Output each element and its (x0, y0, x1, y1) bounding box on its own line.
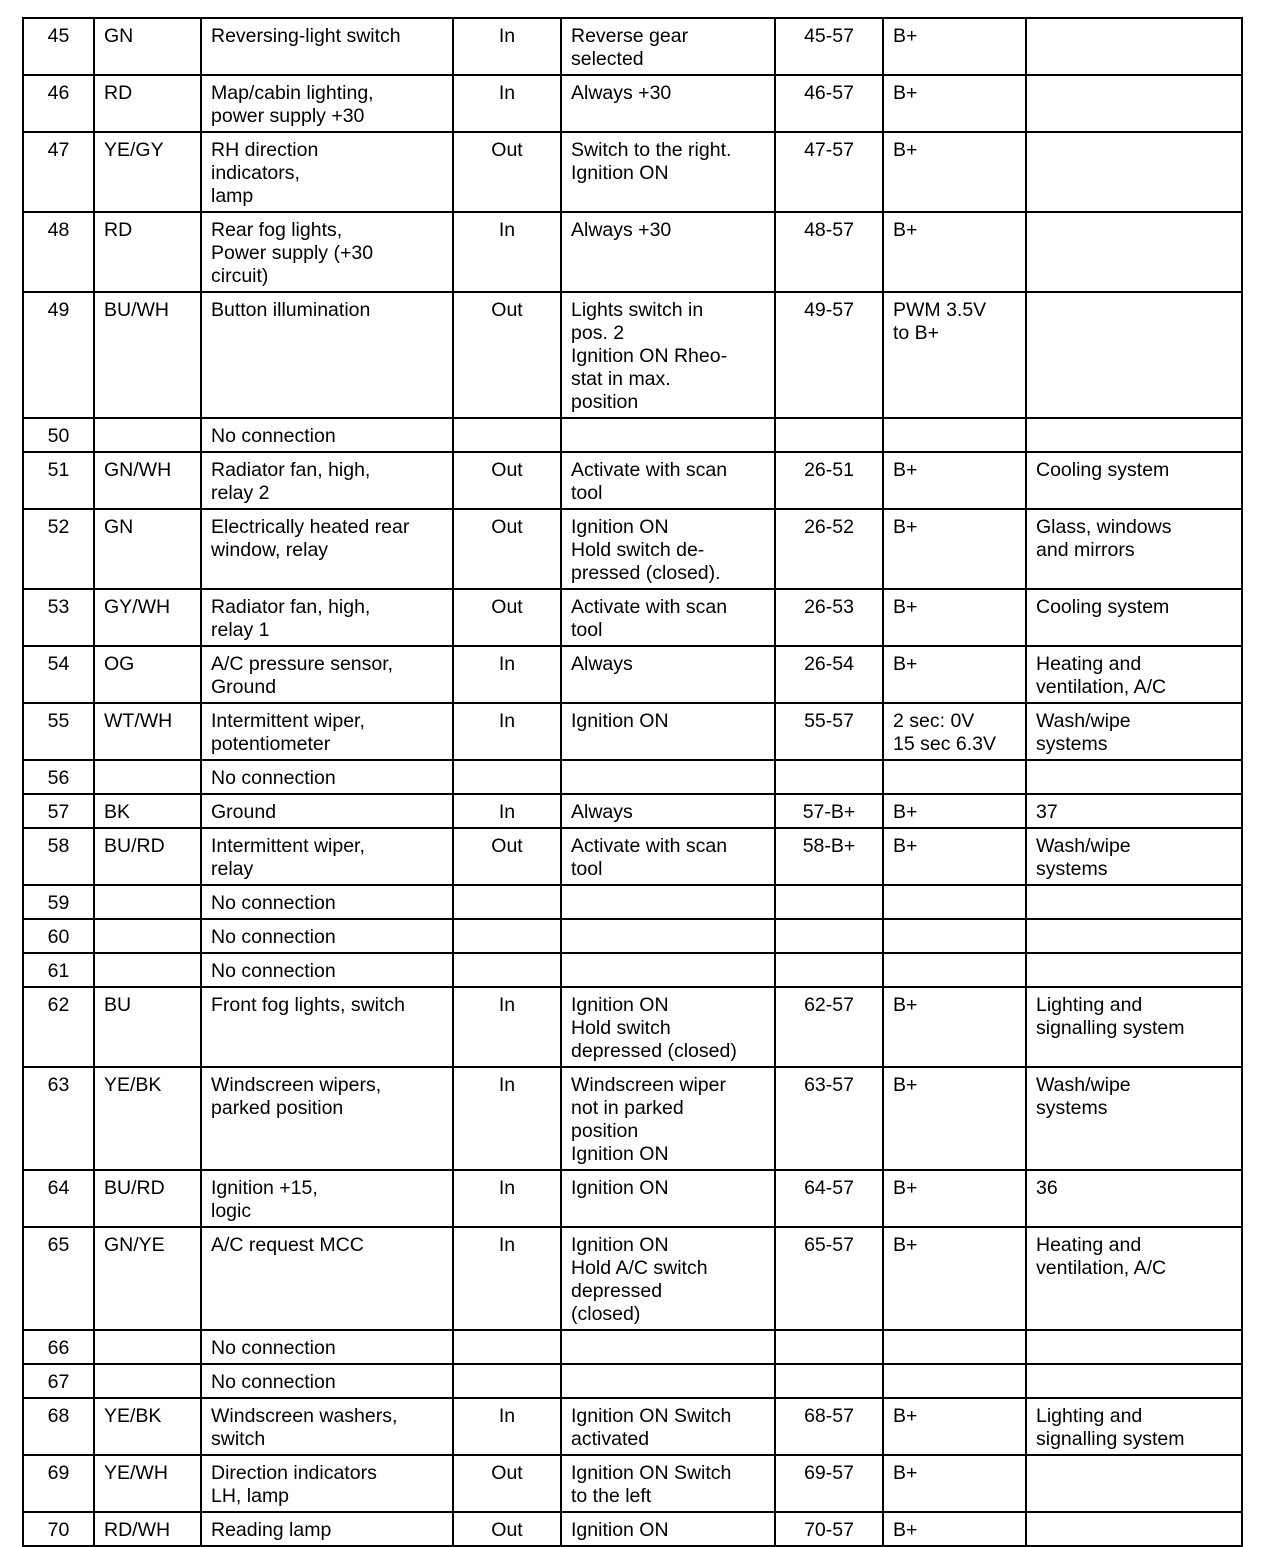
nominal-value (883, 953, 1026, 987)
reference-section (1026, 953, 1242, 987)
measure-between-pins (775, 953, 883, 987)
pin-function: Reversing-light switch (201, 18, 453, 75)
pin-number: 61 (23, 953, 94, 987)
measure-between-pins: 26-51 (775, 452, 883, 509)
signal-direction: Out (453, 828, 561, 885)
table-row (23, 760, 1242, 794)
measure-between-pins: 26-53 (775, 589, 883, 646)
pin-number: 68 (23, 1398, 94, 1455)
table-row (23, 794, 1242, 828)
pin-function: RH direction indicators, lamp (201, 132, 453, 212)
reference-section: Lighting and signalling system (1026, 1398, 1242, 1455)
measure-between-pins (775, 885, 883, 919)
wire-color: YE/WH (94, 1455, 201, 1512)
nominal-value: B+ (883, 1067, 1026, 1170)
nominal-value: B+ (883, 452, 1026, 509)
measure-between-pins: 48-57 (775, 212, 883, 292)
measure-between-pins: 65-57 (775, 1227, 883, 1330)
pin-number: 66 (23, 1330, 94, 1364)
reference-section (1026, 919, 1242, 953)
pin-function: Intermittent wiper, relay (201, 828, 453, 885)
pin-number: 51 (23, 452, 94, 509)
wire-color: BU (94, 987, 201, 1067)
test-condition: Ignition ON (561, 703, 775, 760)
pin-number: 62 (23, 987, 94, 1067)
test-condition: Ignition ON Hold switch de- pressed (closed). (561, 509, 775, 589)
test-condition: Reverse gear selected (561, 18, 775, 75)
signal-direction (453, 760, 561, 794)
table-row (23, 18, 1242, 75)
table-row (23, 212, 1242, 292)
test-condition: Always +30 (561, 212, 775, 292)
signal-direction: Out (453, 1455, 561, 1512)
pin-number: 52 (23, 509, 94, 589)
wire-color: BU/RD (94, 828, 201, 885)
wire-color: OG (94, 646, 201, 703)
signal-direction (453, 885, 561, 919)
signal-direction: Out (453, 292, 561, 418)
nominal-value: B+ (883, 1455, 1026, 1512)
wire-color: GN (94, 18, 201, 75)
signal-direction (453, 1364, 561, 1398)
measure-between-pins: 64-57 (775, 1170, 883, 1227)
table-row (23, 703, 1242, 760)
nominal-value: B+ (883, 1170, 1026, 1227)
pin-number: 64 (23, 1170, 94, 1227)
test-condition (561, 1364, 775, 1398)
reference-section (1026, 1364, 1242, 1398)
wire-color (94, 1364, 201, 1398)
nominal-value: B+ (883, 1227, 1026, 1330)
nominal-value: B+ (883, 132, 1026, 212)
table-row (23, 1455, 1242, 1512)
nominal-value: B+ (883, 828, 1026, 885)
pin-function: No connection (201, 1364, 453, 1398)
signal-direction: In (453, 212, 561, 292)
table-row (23, 953, 1242, 987)
measure-between-pins: 58-B+ (775, 828, 883, 885)
signal-direction (453, 919, 561, 953)
nominal-value (883, 760, 1026, 794)
measure-between-pins (775, 919, 883, 953)
table-row (23, 1330, 1242, 1364)
reference-section: Heating and ventilation, A/C (1026, 646, 1242, 703)
pin-number: 45 (23, 18, 94, 75)
pin-function: Ground (201, 794, 453, 828)
pin-function: A/C request MCC (201, 1227, 453, 1330)
test-condition: Lights switch in pos. 2 Ignition ON Rheo- stat in max. position (561, 292, 775, 418)
wire-color: GN/YE (94, 1227, 201, 1330)
signal-direction: Out (453, 1512, 561, 1546)
test-condition (561, 1330, 775, 1364)
nominal-value: B+ (883, 987, 1026, 1067)
pin-number: 70 (23, 1512, 94, 1546)
table-row (23, 885, 1242, 919)
measure-between-pins: 26-52 (775, 509, 883, 589)
test-condition: Activate with scan tool (561, 452, 775, 509)
wire-color (94, 919, 201, 953)
pin-function: No connection (201, 760, 453, 794)
wire-color: BK (94, 794, 201, 828)
reference-section (1026, 75, 1242, 132)
pin-number: 55 (23, 703, 94, 760)
test-condition: Switch to the right. Ignition ON (561, 132, 775, 212)
test-condition (561, 885, 775, 919)
table-row (23, 1364, 1242, 1398)
pin-number: 67 (23, 1364, 94, 1398)
pin-function: Button illumination (201, 292, 453, 418)
table-row (23, 589, 1242, 646)
wire-color: BU/RD (94, 1170, 201, 1227)
signal-direction (453, 953, 561, 987)
test-condition: Ignition ON Switch to the left (561, 1455, 775, 1512)
test-condition (561, 953, 775, 987)
pin-number: 47 (23, 132, 94, 212)
table-row (23, 292, 1242, 418)
pin-number: 60 (23, 919, 94, 953)
nominal-value (883, 885, 1026, 919)
signal-direction: Out (453, 132, 561, 212)
measure-between-pins: 49-57 (775, 292, 883, 418)
wire-color: YE/BK (94, 1398, 201, 1455)
pin-function: Front fog lights, switch (201, 987, 453, 1067)
wire-color (94, 418, 201, 452)
nominal-value: B+ (883, 75, 1026, 132)
reference-section: Glass, windows and mirrors (1026, 509, 1242, 589)
pin-function: Windscreen washers, switch (201, 1398, 453, 1455)
nominal-value (883, 1330, 1026, 1364)
wire-color: YE/BK (94, 1067, 201, 1170)
reference-section: Wash/wipe systems (1026, 828, 1242, 885)
pin-number: 46 (23, 75, 94, 132)
signal-direction (453, 1330, 561, 1364)
wire-color: YE/GY (94, 132, 201, 212)
reference-section: Cooling system (1026, 452, 1242, 509)
measure-between-pins: 46-57 (775, 75, 883, 132)
nominal-value: B+ (883, 646, 1026, 703)
measure-between-pins (775, 1330, 883, 1364)
reference-section: Heating and ventilation, A/C (1026, 1227, 1242, 1330)
nominal-value (883, 1364, 1026, 1398)
measure-between-pins: 26-54 (775, 646, 883, 703)
pin-function: A/C pressure sensor, Ground (201, 646, 453, 703)
pin-number: 50 (23, 418, 94, 452)
pin-function: No connection (201, 919, 453, 953)
signal-direction: In (453, 1170, 561, 1227)
pin-function: Radiator fan, high, relay 1 (201, 589, 453, 646)
table-row (23, 132, 1242, 212)
nominal-value: B+ (883, 509, 1026, 589)
reference-section: 37 (1026, 794, 1242, 828)
nominal-value: B+ (883, 794, 1026, 828)
table-row (23, 828, 1242, 885)
pin-number: 58 (23, 828, 94, 885)
measure-between-pins: 45-57 (775, 18, 883, 75)
pin-function: Ignition +15, logic (201, 1170, 453, 1227)
table-row (23, 1398, 1242, 1455)
pin-number: 69 (23, 1455, 94, 1512)
wire-color (94, 760, 201, 794)
reference-section: Wash/wipe systems (1026, 703, 1242, 760)
test-condition (561, 919, 775, 953)
test-condition: Ignition ON (561, 1512, 775, 1546)
table-row (23, 1512, 1242, 1546)
test-condition (561, 418, 775, 452)
signal-direction: In (453, 646, 561, 703)
pin-number: 54 (23, 646, 94, 703)
table-row (23, 418, 1242, 452)
nominal-value: B+ (883, 212, 1026, 292)
pin-function: Windscreen wipers, parked position (201, 1067, 453, 1170)
table-row (23, 1067, 1242, 1170)
test-condition: Always +30 (561, 75, 775, 132)
signal-direction: In (453, 794, 561, 828)
pin-function: Direction indicators LH, lamp (201, 1455, 453, 1512)
wire-color: BU/WH (94, 292, 201, 418)
wire-color (94, 1330, 201, 1364)
pin-function: Rear fog lights, Power supply (+30 circuit) (201, 212, 453, 292)
reference-section (1026, 1455, 1242, 1512)
pin-number: 65 (23, 1227, 94, 1330)
wire-color: GY/WH (94, 589, 201, 646)
pin-assignment-table (22, 17, 1243, 1547)
pin-number: 57 (23, 794, 94, 828)
wire-color: GN (94, 509, 201, 589)
pin-function: Map/cabin lighting, power supply +30 (201, 75, 453, 132)
signal-direction: In (453, 1067, 561, 1170)
reference-section: Cooling system (1026, 589, 1242, 646)
signal-direction: In (453, 1227, 561, 1330)
table-row (23, 919, 1242, 953)
nominal-value (883, 418, 1026, 452)
table-row (23, 1170, 1242, 1227)
signal-direction: In (453, 703, 561, 760)
wire-color (94, 885, 201, 919)
measure-between-pins: 47-57 (775, 132, 883, 212)
pin-function: No connection (201, 885, 453, 919)
signal-direction: Out (453, 589, 561, 646)
nominal-value (883, 919, 1026, 953)
reference-section (1026, 418, 1242, 452)
reference-section (1026, 1512, 1242, 1546)
table-row (23, 1227, 1242, 1330)
measure-between-pins: 57-B+ (775, 794, 883, 828)
reference-section (1026, 292, 1242, 418)
test-condition: Always (561, 794, 775, 828)
wire-color: WT/WH (94, 703, 201, 760)
wire-color (94, 953, 201, 987)
wire-color: RD/WH (94, 1512, 201, 1546)
pin-number: 53 (23, 589, 94, 646)
pin-number: 56 (23, 760, 94, 794)
measure-between-pins: 70-57 (775, 1512, 883, 1546)
signal-direction (453, 418, 561, 452)
nominal-value: 2 sec: 0V 15 sec 6.3V (883, 703, 1026, 760)
nominal-value: PWM 3.5V to B+ (883, 292, 1026, 418)
pin-function: Reading lamp (201, 1512, 453, 1546)
pin-number: 49 (23, 292, 94, 418)
test-condition: Windscreen wiper not in parked position Ignition ON (561, 1067, 775, 1170)
pin-number: 48 (23, 212, 94, 292)
test-condition: Always (561, 646, 775, 703)
table-row (23, 452, 1242, 509)
measure-between-pins (775, 760, 883, 794)
measure-between-pins (775, 418, 883, 452)
pin-function: Intermittent wiper, potentiometer (201, 703, 453, 760)
nominal-value: B+ (883, 18, 1026, 75)
table-row (23, 646, 1242, 703)
pin-function: No connection (201, 953, 453, 987)
test-condition: Activate with scan tool (561, 589, 775, 646)
measure-between-pins: 55-57 (775, 703, 883, 760)
pin-number: 63 (23, 1067, 94, 1170)
measure-between-pins (775, 1364, 883, 1398)
wire-color: RD (94, 212, 201, 292)
test-condition (561, 760, 775, 794)
measure-between-pins: 68-57 (775, 1398, 883, 1455)
pin-number: 59 (23, 885, 94, 919)
measure-between-pins: 62-57 (775, 987, 883, 1067)
test-condition: Activate with scan tool (561, 828, 775, 885)
pin-function: No connection (201, 418, 453, 452)
test-condition: Ignition ON Hold switch depressed (closed) (561, 987, 775, 1067)
pin-table-body (23, 18, 1242, 1546)
test-condition: Ignition ON Switch activated (561, 1398, 775, 1455)
table-row (23, 987, 1242, 1067)
reference-section (1026, 212, 1242, 292)
signal-direction: Out (453, 509, 561, 589)
signal-direction: In (453, 75, 561, 132)
signal-direction: Out (453, 452, 561, 509)
nominal-value: B+ (883, 1512, 1026, 1546)
reference-section: Wash/wipe systems (1026, 1067, 1242, 1170)
pin-function: No connection (201, 1330, 453, 1364)
pin-function: Radiator fan, high, relay 2 (201, 452, 453, 509)
signal-direction: In (453, 1398, 561, 1455)
nominal-value: B+ (883, 589, 1026, 646)
wire-color: GN/WH (94, 452, 201, 509)
reference-section: 36 (1026, 1170, 1242, 1227)
test-condition: Ignition ON Hold A/C switch depressed (closed) (561, 1227, 775, 1330)
reference-section (1026, 132, 1242, 212)
measure-between-pins: 69-57 (775, 1455, 883, 1512)
nominal-value: B+ (883, 1398, 1026, 1455)
reference-section: Lighting and signalling system (1026, 987, 1242, 1067)
reference-section (1026, 18, 1242, 75)
reference-section (1026, 1330, 1242, 1364)
table-row (23, 75, 1242, 132)
reference-section (1026, 760, 1242, 794)
wire-color: RD (94, 75, 201, 132)
measure-between-pins: 63-57 (775, 1067, 883, 1170)
signal-direction: In (453, 18, 561, 75)
test-condition: Ignition ON (561, 1170, 775, 1227)
table-row (23, 509, 1242, 589)
pin-function: Electrically heated rear window, relay (201, 509, 453, 589)
reference-section (1026, 885, 1242, 919)
signal-direction: In (453, 987, 561, 1067)
